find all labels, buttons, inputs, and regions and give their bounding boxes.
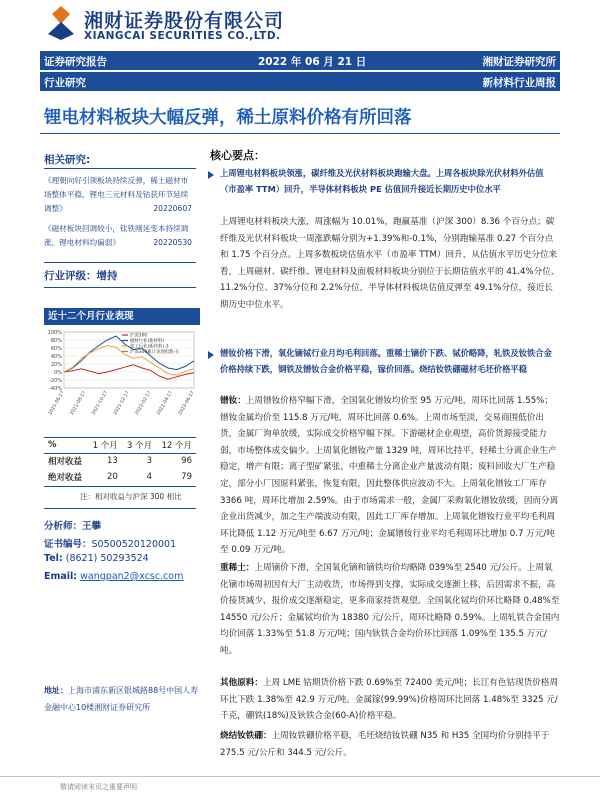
y-tick-label: -20% (49, 378, 62, 384)
rating-divider-top (44, 262, 196, 263)
paragraph-2: 镨钕：上周镨钕价格窄幅下滑，全国氧化镨钕均价至 95 万元/吨，周环比回落 1.55%；镨钕金属均价至 115.8 万元/吨，周环比回落 0.6%。上周市场至淡，交易商围低价出货，金属厂询单放缓，实际成交价格窄幅下探。下游磁材企业观望，高价货源接受能力弱，市场整体成交偏少。上周氧化镨钕产量 1329 吨，周环比持平，轻稀土分离企业生产稳定，增产有限；离子型矿紧张，中重稀土分离企业产量波动有限；废料回收大厂生产稳定，部分小厂因原料紧张，恢复有限，因此整体供应波动不大。上周氧化镨钕工厂库存 3366 吨，周环比增加 2.59%。由于市场需求一般，金属厂采购氧化镨钕放缓，因而分离企业出货减少，加之生产端波动有限，因此工厂库存增加。上周氧化镨钕行业平均毛利周环比降低 1.12 万元/吨至 6.67 万元/吨；金属镨钕行业平均毛利周环比增加 0.7 万元/吨至 0.09 万元/吨。 (220, 396, 559, 556)
y-tick-label: 80% (50, 338, 62, 344)
paragraph-4: 其他原料：上周 LME 钴期货价格下跌 0.69%至 72400 美元/吨；长江有色钴现货价格周环比下跌 1.38%至 42.9 万元/吨。金属镓(99.99%)价格周环比回落 1.48%至 3325 元/千克，硼铁(18%)及钬铁合金(60-A)价格平稳。 (220, 678, 559, 722)
table-cell: 4 (146, 472, 153, 482)
x-tick-label: 2021-08-17 (69, 390, 88, 417)
core-points-heading: 核心要点： (210, 149, 265, 162)
paragraph-5: 烧结钕铁硼：上周钕铁硼价格平稳，毛坯烧结钕铁硼 N35 和 H35 全国均价分别持平于 275.5 元/公斤和 344.5 元/公斤。 (220, 731, 550, 758)
table-row (44, 469, 196, 485)
performance-table (44, 437, 196, 485)
table-cell: 绝对收益 (48, 473, 83, 483)
related-divider (44, 168, 196, 169)
bullet-arrow-icon (208, 171, 214, 179)
table-divider-top (44, 437, 196, 438)
report-date: 2022 年 06 月 21 日 (258, 56, 367, 68)
report-series: 新材料行业周报 (482, 77, 556, 89)
paragraph-3: 重稀土：上周镝价下滑，全国氧化镝和镝铁均价均略降 039%至 2540 元/公斤。上周氧化镝市场周初因有大厂主动收货，市场得到支撑，实际成交逐渐上移，后因需求不振，高价接货减少，报价成交逐渐稳定，更多商家持货观望。全国氧化铽均价环比略降 0.48%至 14550 元/公斤；金属铽均价为 18380 元/公斤，周环比略降 0.59%。上周轧铁合金国内均价回落 1.33%至 51.8 万元/吨；国内钬铁合金均价环比回落 1.09%至 135.5 万元/吨。 (220, 563, 560, 656)
company-name-cn: 湘财证券股份有限公司 (84, 10, 285, 32)
table-cell: 96 (181, 456, 192, 466)
footer-divider (0, 776, 600, 777)
y-tick-label: 0% (54, 370, 62, 376)
related-report-date: 20220607 (153, 204, 192, 213)
related-report-date: 20220530 (153, 238, 192, 247)
y-tick-label: 20% (50, 362, 62, 368)
legend-label: 磁材行业(新材料) (130, 339, 165, 345)
address: 地址：上海市浦东新区银城路88号中国人寿金融中心10楼湘财证券研究所 (44, 686, 199, 712)
company-logo-icon (46, 4, 76, 42)
table-cell: 相对收益 (48, 457, 83, 467)
table-header-cell: 12 个月 (161, 441, 192, 451)
related-report-1[interactable]: 《理朝向好引领板块持续反弹，稀土磁材市场整体平稳，锂电三元材料及钴获环节延续调整》 20220607 (44, 174, 192, 216)
x-tick-label: 2021-10-17 (91, 390, 110, 417)
related-report-2[interactable]: 《磁材板块回调较小，钛铁刚延变本持续调涨，锂电材料均偏弱》 20220530 (44, 222, 192, 250)
report-type: 证券研究报告 (44, 56, 107, 68)
chart-heading: 近十二个月行业表现 (44, 308, 200, 325)
legend-label: 沪深300 (130, 333, 148, 339)
table-cell: 13 (106, 456, 118, 466)
table-divider-mid (44, 453, 196, 454)
plot-frame (64, 332, 194, 388)
x-tick-label: 2021-06-17 (48, 390, 66, 417)
analyst-email-link[interactable]: wangpan2@xcsc.com (80, 571, 184, 582)
table-header-cell: % (48, 440, 57, 450)
footer-disclaimer: 敬请阅读末页之重要声明 (60, 783, 137, 791)
analyst-name: 分析师：王攀 (44, 521, 102, 532)
table-header-cell: 3 个月 (126, 441, 153, 451)
legend-label: 加工行业(新材料)-3 (130, 344, 169, 350)
legend-label: 沪深300累计表现指数-右 (130, 350, 180, 356)
analyst-email: Email: wangpan2@xcsc.com (44, 571, 184, 582)
related-research-heading: 相关研究: (44, 154, 91, 166)
rating-divider-bottom (44, 287, 196, 288)
report-title: 锂电材料板块大幅反弹，稀土原料价格有所回落 (44, 108, 412, 128)
industry-rating: 行业评级：增持 (44, 270, 118, 282)
paragraph-1: 上周锂电材料板块大涨，周涨幅为 10.01%，跑赢基准（沪深 300）8.36 个百分点；碳纤维及光伏材料板块一周涨跌幅分别为+1.39%和-0.1%，分别跑输基准 0.27 个百分点和 1.75 个百分点。上周多数板块估值水平（市盈率 TTM）回升，从估值水平历史分位来看，上周磁材、碳纤维、锂电材料及面板材料板块分别位于长期估值水平的 41.4%分位、11.2%分位、37%分位和 2.2%分位，半导体材料板块估值反弹至 49.1%分位，接近长期历史中位水平。 (220, 217, 560, 310)
table-note: 注：相对收益与沪深 300 相比 (80, 492, 182, 501)
table-row (44, 453, 196, 469)
y-tick-label: 100% (47, 330, 62, 336)
x-tick-label: 2021-12-17 (113, 390, 131, 417)
table-cell: 79 (181, 472, 192, 482)
company-name-en: XIANGCAI SECURITIES CO.,LTD. (84, 30, 281, 42)
table-divider-bottom (44, 486, 196, 487)
y-tick-label: 60% (50, 346, 62, 352)
key-point-1: 上周锂电材料板块领涨，碳纤维及光伏材料板块跑输大盘。上周各板块除光伏材料外估值（市盈率 TTM）回升，半导体材料板块 PE 估值回升接近长期历史中位水平 (208, 166, 560, 197)
y-tick-label: 40% (50, 354, 62, 360)
table-header-cell: 1 个月 (92, 441, 118, 451)
analyst-divider (44, 508, 196, 509)
x-tick-label: 2022-06-17 (178, 390, 196, 417)
y-tick-label: -40% (49, 386, 62, 392)
table-cell: 3 (146, 456, 153, 466)
analyst-cert: 证书编号：S0500520120001 (44, 539, 177, 550)
research-institute: 湘财证券研究所 (482, 56, 556, 68)
x-tick-label: 2022-04-17 (156, 390, 175, 417)
table-cell: 20 (106, 472, 118, 482)
analyst-tel: Tel: (8621) 50293524 (44, 553, 149, 564)
header-bar-top (40, 51, 560, 70)
title-divider (40, 133, 560, 134)
report-category: 行业研究 (44, 77, 86, 89)
header-bar-bottom (40, 72, 560, 91)
x-tick-label: 2022-02-17 (134, 390, 153, 417)
bullet-arrow-icon (208, 351, 214, 359)
table-header-row (44, 437, 196, 453)
industry-performance-chart (40, 328, 200, 422)
key-point-2: 镨钕价格下滑，氧化镝铽行业月均毛利回落。重稀土镝价下跌、铽价略降，轧铁及钕铁合金价格持续下跌，钢铁及镨钕合金价格平稳，镓价回落。烧结钕铁硼磁材毛坯价格平稳 (208, 346, 560, 377)
